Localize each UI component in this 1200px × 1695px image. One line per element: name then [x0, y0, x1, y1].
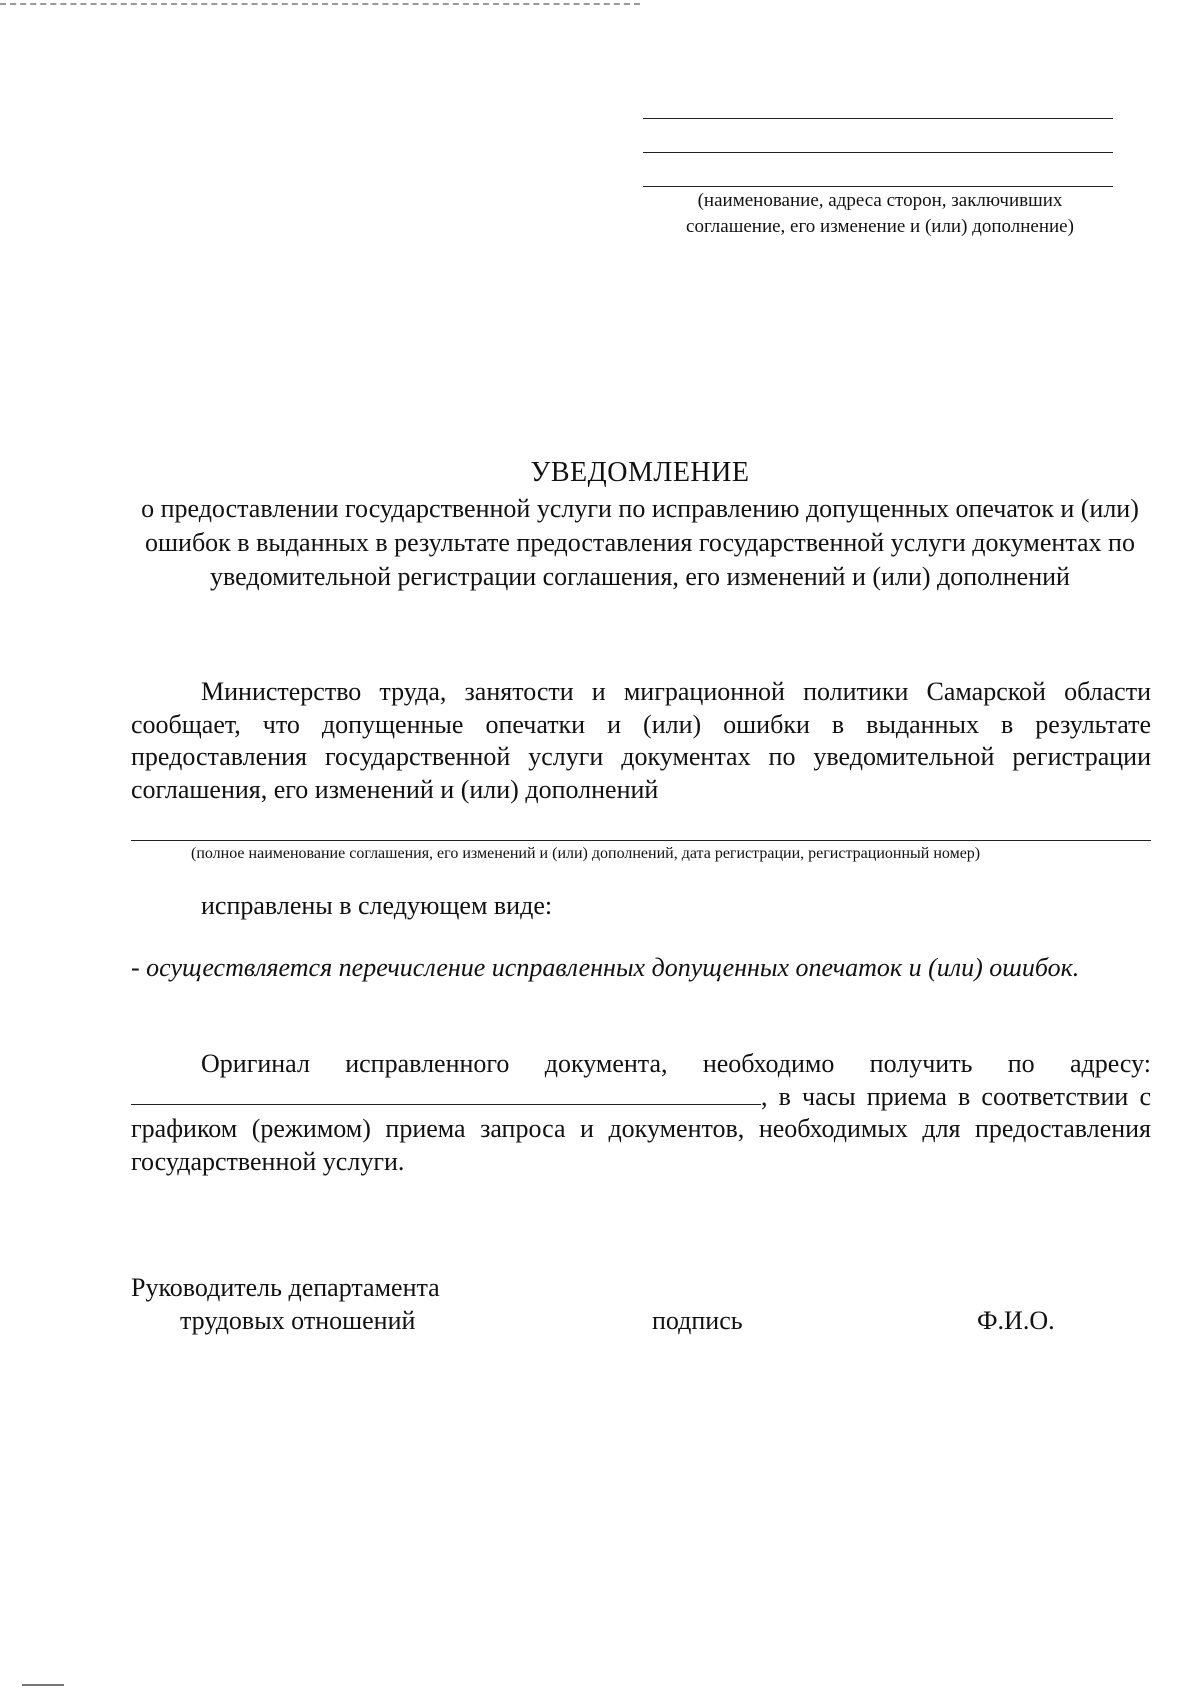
signatory-position-line1: Руководитель департамента [131, 1273, 440, 1302]
address-caption-line1: (наименование, адреса сторон, заключивших [697, 190, 1063, 211]
reception-hours-text: , в часы приема в соответствии с графиком (режимом) приема запроса и документов, необходимых для предоставления государственной услуги. [131, 1081, 1151, 1176]
pickup-address-text: Оригинал исправленного документа, необходимо получить по адресу: [201, 1049, 1151, 1078]
corrections-list-item: - осуществляется перечисление исправленных допущенных опечаток и (или) ошибок. [131, 953, 1080, 982]
document-subtitle: о предоставлении государственной услуги по исправлению допущенных опечаток и (или) ошибок в выданных в результате предоставления государственной услуги документах по уведомительной регистрации соглашения, его изменений и (или) дополнений [141, 494, 1139, 591]
agreement-line-caption: (полное наименование соглашения, его изменений и (или) дополнений, дата регистрации, регистрационный номер) [191, 845, 981, 862]
address-caption [630, 188, 1130, 240]
scan-edge-mark [0, 3, 640, 5]
signature-label: подпись [652, 1306, 743, 1335]
address-line-1 [643, 118, 1113, 119]
scan-edge-mark-bottom [22, 1684, 64, 1686]
full-name-label: Ф.И.О. [977, 1306, 1055, 1335]
original-document-paragraph [131, 1048, 1151, 1178]
address-caption-line2: соглашение, его изменение и (или) дополнение) [686, 216, 1074, 237]
notification-paragraph: Министерство труда, занятости и миграционной политики Самарской области сообщает, что допущенные опечатки и (или) ошибки в выданных в результате предоставления государственной услуги документах по уведомительной регистрации соглашения, его изменений и (или) дополнений [131, 677, 1151, 804]
corrected-as-follows: исправлены в следующем виде: [201, 891, 553, 920]
signatory-position-line2: трудовых отношений [180, 1306, 416, 1335]
document-title: УВЕДОМЛЕНИЕ [530, 457, 750, 488]
agreement-name-line [131, 840, 1151, 841]
pickup-address-blank [131, 1082, 761, 1105]
address-line-3 [643, 186, 1113, 187]
address-line-2 [643, 152, 1113, 153]
